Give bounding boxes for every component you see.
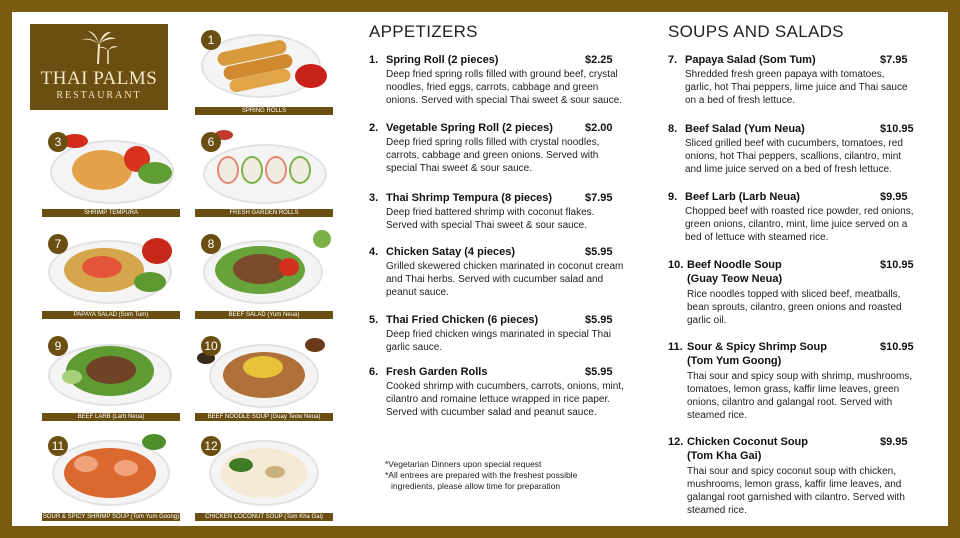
- item-description: Deep fried spring rolls filled with ground beef, crystal noodles, fried eggs, carrots, cabbage and green onions. Served with special Thai sweet & sour sauce.: [386, 69, 623, 106]
- menu-item: [668, 341, 914, 422]
- item-number: 5.: [369, 314, 379, 326]
- menu-item: [369, 366, 624, 419]
- item-description: Sliced grilled beef with cucumbers, tomatoes, red onions, hot Thai peppers, scallions, cilantro, mint and lime juice served on a bed of fresh lettuce.: [685, 138, 903, 175]
- item-number: 10.: [668, 259, 684, 271]
- item-number: 9.: [668, 191, 678, 203]
- photo-caption: PAPAYA SALAD (Som Tum): [42, 311, 180, 319]
- menu-item: [668, 436, 914, 517]
- item-name: Papaya Salad (Som Tum): [685, 54, 816, 66]
- item-price: $2.00: [585, 122, 613, 134]
- item-number: 1.: [369, 54, 379, 66]
- item-name: Chicken Satay (4 pieces): [386, 246, 516, 258]
- photo-caption: SPRING ROLLS: [195, 107, 333, 115]
- item-name: Thai Fried Chicken (6 pieces): [386, 314, 539, 326]
- item-description: Deep fried spring rolls filled with crystal noodles, carrots, cabbage and green onions. Served with special Thai sweet & sour sauce.: [386, 137, 600, 174]
- item-name: Chicken Coconut Soup: [687, 436, 808, 448]
- item-description: Deep fried battered shrimp with coconut flakes. Served with special Thai sweet & sour sauce.: [386, 207, 595, 231]
- photo-number: 10: [201, 336, 221, 356]
- item-number: 7.: [668, 54, 678, 66]
- item-name: Thai Shrimp Tempura (8 pieces): [386, 192, 553, 204]
- item-name: Sour & Spicy Shrimp Soup: [687, 341, 827, 353]
- item-number: 4.: [369, 246, 379, 258]
- photo-number: 6: [201, 132, 221, 152]
- photo-caption: CHICKEN COCONUT SOUP (Tom Kha Gai): [195, 513, 333, 521]
- soups-salads-heading: SOUPS AND SALADS: [668, 22, 844, 41]
- item-description: Rice noodles topped with sliced beef, meatballs, bean sprouts, cilantro, green onions and roasted garlic oil.: [687, 289, 902, 326]
- item-number: 12.: [668, 436, 684, 448]
- item-description: Grilled skewered chicken marinated in coconut cream and Thai herbs. Served with cucumber salad and peanut sauce.: [386, 261, 624, 298]
- item-description: Thai sour and spicy soup with shrimp, mushrooms, tomatoes, lemon grass, kaffir lime leaves, green onions, cilantro and galangal root. Served with steamed rice.: [687, 371, 913, 421]
- menu-item: [668, 259, 914, 327]
- photo-number: 8: [201, 234, 221, 254]
- item-description: Chopped beef with roasted rice powder, red onions, green onions, cilantro, mint, lime juice served on a bed of lettuce with steamed rice.: [685, 206, 914, 243]
- photo-number: 12: [201, 436, 221, 456]
- note-line: *Vegetarian Dinners upon special request: [385, 459, 542, 469]
- item-price: $5.95: [585, 366, 613, 378]
- photo-caption: FRESH GARDEN ROLLS: [195, 209, 333, 217]
- note-line: *All entrees are prepared with the freshest possible: [385, 470, 578, 480]
- item-name: Beef Larb (Larb Neua): [685, 191, 800, 203]
- item-name: Spring Roll (2 pieces): [386, 54, 499, 66]
- item-price: $10.95: [880, 259, 914, 271]
- photo-caption: BEEF LARB (Larb Neua): [42, 413, 180, 421]
- photo-number: 3: [48, 132, 68, 152]
- item-name: Beef Noodle Soup: [687, 259, 782, 271]
- photo-number: 1: [201, 30, 221, 50]
- photo-caption: BEEF NOODLE SOUP (Guay Teow Neua): [195, 413, 333, 421]
- photo-caption: BEEF SALAD (Yum Neua): [195, 311, 333, 319]
- soups-salads-column: [668, 12, 914, 516]
- item-price: $10.95: [880, 341, 914, 353]
- menu-notes: [385, 459, 577, 492]
- item-number: 11.: [668, 341, 683, 353]
- appetizers-column: [369, 12, 624, 512]
- item-name: Beef Salad (Yum Neua): [685, 123, 805, 135]
- item-subname: (Tom Kha Gai): [687, 450, 762, 462]
- photo-number: 7: [48, 234, 68, 254]
- item-price: $7.95: [585, 192, 613, 204]
- appetizers-heading: APPETIZERS: [369, 22, 478, 41]
- item-price: $9.95: [880, 436, 908, 448]
- item-number: 6.: [369, 366, 379, 378]
- menu-item: [369, 246, 624, 299]
- item-name: Fresh Garden Rolls: [386, 366, 488, 378]
- item-name: Vegetable Spring Roll (2 pieces): [386, 122, 553, 134]
- item-subname: (Guay Teow Neua): [687, 273, 783, 285]
- item-description: Deep fried chicken wings marinated in special Thai garlic sauce.: [386, 329, 611, 353]
- item-subname: (Tom Yum Goong): [687, 355, 782, 367]
- photo-caption: SHRIMP TEMPURA: [42, 209, 180, 217]
- note-line: ingredients, please allow time for preparation: [391, 481, 561, 491]
- menu-item: [369, 122, 624, 175]
- photo-column: [30, 12, 335, 526]
- item-number: 2.: [369, 122, 379, 134]
- restaurant-logo: [30, 24, 168, 110]
- item-price: $2.25: [585, 54, 613, 66]
- photo-number: 11: [48, 436, 68, 456]
- item-description: Cooked shrimp with cucumbers, carrots, onions, mint, cilantro and romaine lettuce wrapped in rice paper. Served with cucumber salad and peanut sauce.: [386, 381, 624, 418]
- menu-item: [668, 123, 914, 176]
- item-number: 8.: [668, 123, 678, 135]
- palm-tree-icon: [78, 30, 118, 64]
- photo-caption: SOUR & SPICY SHRIMP SOUP (Tom Yum Goong): [42, 514, 180, 520]
- menu-item: [369, 54, 624, 107]
- menu-item: [668, 191, 914, 244]
- item-price: $9.95: [880, 191, 908, 203]
- menu-item: [369, 314, 624, 354]
- item-price: $7.95: [880, 54, 908, 66]
- item-number: 3.: [369, 192, 379, 204]
- item-price: $5.95: [585, 246, 613, 258]
- item-description: Thai sour and spicy coconut soup with chicken, mushrooms, lemon grass, kaffir lime leaves, and galangal root garnished with cilantro. Served with steamed rice.: [687, 466, 905, 516]
- restaurant-name: THAI PALMS: [40, 68, 158, 89]
- restaurant-subtitle: RESTAURANT: [56, 90, 142, 101]
- item-description: Shredded fresh green papaya with tomatoes, garlic, hot Thai peppers, lime juice and Thai sauce on a bed of fresh lettuce.: [685, 69, 908, 106]
- photo-number: 9: [48, 336, 68, 356]
- menu-item: [369, 192, 624, 232]
- item-price: $5.95: [585, 314, 613, 326]
- item-price: $10.95: [880, 123, 914, 135]
- menu-item: [668, 54, 914, 107]
